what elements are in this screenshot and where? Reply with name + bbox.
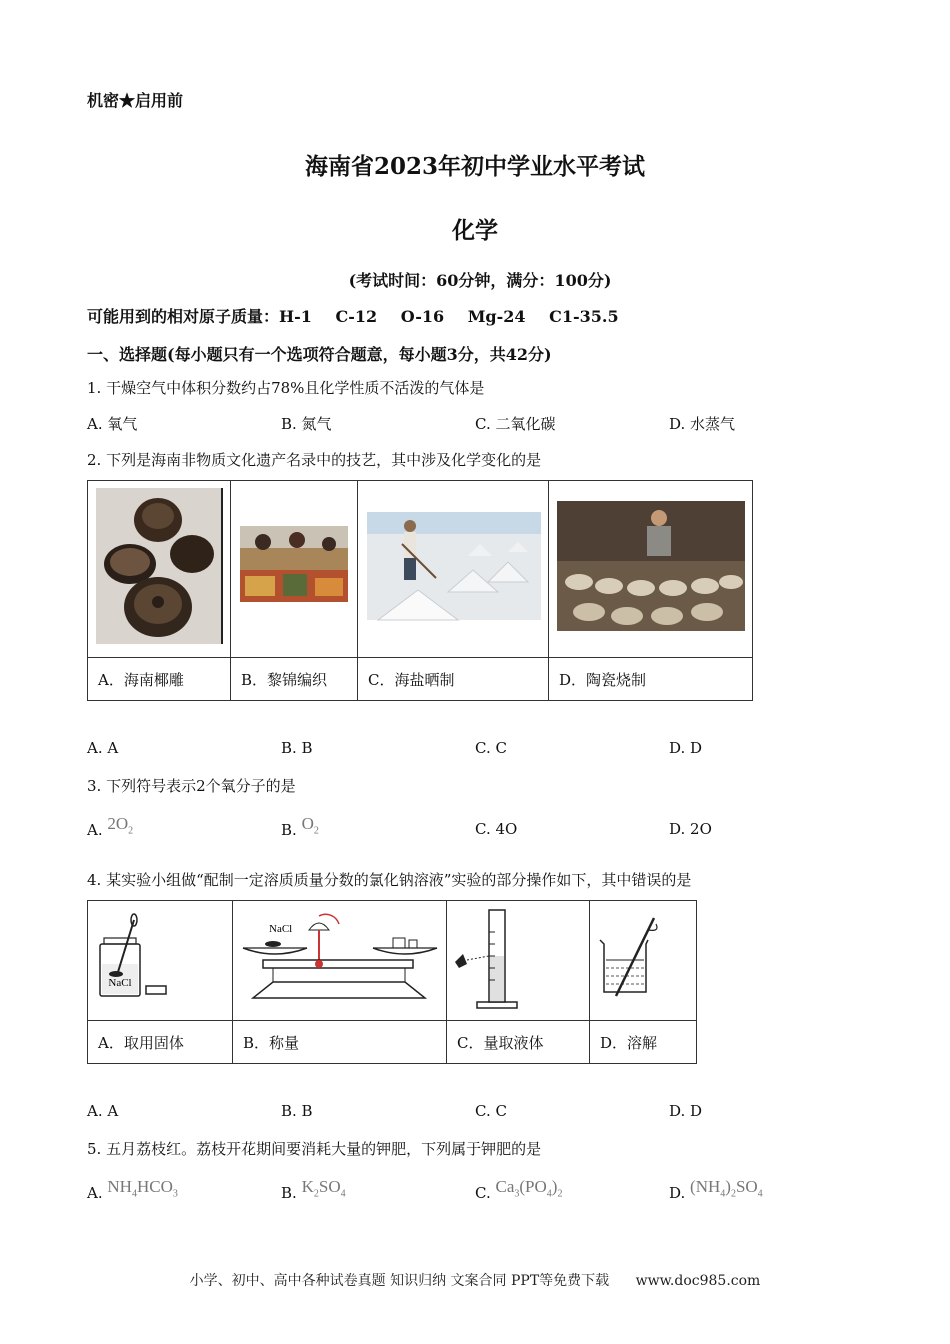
coconut-carving-photo	[88, 481, 231, 658]
ceramic-firing-photo	[549, 481, 753, 658]
nacl-bottle-label: NaCl	[108, 976, 132, 989]
dissolve-beaker-diagram	[590, 901, 697, 1021]
mass-c: C-12	[335, 307, 378, 326]
formula-nh42so4: $(NH_4)_2SO_4$	[690, 1177, 763, 1200]
masses-label: 可能用到的相对原子质量：H-1	[87, 307, 312, 326]
measure-liquid-diagram	[447, 901, 590, 1021]
question-5-stem: 5. 五月荔枝红。荔枝开花期间要消耗大量的钾肥，下列属于钾肥的是	[87, 1140, 542, 1158]
question-3-stem: 3. 下列符号表示2个氧分子的是	[87, 777, 296, 795]
question-2-stem: 2. 下列是海南非物质文化遗产名录中的技艺，其中涉及化学变化的是	[87, 451, 542, 469]
q2-image-table	[87, 480, 753, 701]
mass-mg: Mg-24	[467, 307, 526, 326]
q4-caption-b: B．称量	[233, 1021, 447, 1064]
q4-option-c[interactable]: C. C	[475, 1102, 507, 1120]
sea-salt-drying-photo	[358, 481, 549, 658]
q1-option-b[interactable]: B. 氮气	[281, 415, 332, 433]
q5-label-d: D.	[669, 1184, 686, 1202]
q3-label-b: B.	[281, 821, 297, 839]
li-brocade-weaving-photo	[231, 481, 358, 658]
q5-option-b[interactable]	[281, 1177, 346, 1205]
q4-caption-d: D．溶解	[590, 1021, 697, 1064]
q1-option-c[interactable]: C. 二氧化碳	[475, 415, 556, 433]
q4-caption-a: A．取用固体	[88, 1021, 233, 1064]
q3-option-c[interactable]: C. 4O	[475, 820, 518, 838]
q3-option-a[interactable]	[87, 814, 134, 842]
weighing-balance-diagram	[233, 901, 447, 1021]
q3-option-b[interactable]	[281, 814, 319, 842]
footer-url[interactable]: www.doc985.com	[635, 1273, 761, 1289]
q1-option-d[interactable]: D. 水蒸气	[669, 415, 736, 433]
q2-option-b[interactable]: B. B	[281, 739, 313, 757]
q1-option-a[interactable]: A. 氧气	[87, 415, 138, 433]
q4-option-a[interactable]: A. A	[87, 1102, 119, 1120]
q4-option-b[interactable]: B. B	[281, 1102, 313, 1120]
formula-k2so4: $K_2SO_4$	[301, 1177, 346, 1200]
section-heading: 一、选择题(每小题只有一个选项符合题意，每小题3分，共42分)	[87, 345, 552, 364]
q2-caption-c: C．海盐晒制	[358, 658, 549, 701]
page-footer	[0, 1270, 950, 1290]
mass-cl: C1-35.5	[549, 307, 619, 326]
mass-o: O-16	[400, 307, 445, 326]
confidential-mark: 机密★启用前	[87, 91, 184, 110]
q5-option-d[interactable]	[669, 1177, 763, 1205]
q5-option-c[interactable]	[475, 1177, 563, 1205]
question-4-stem: 4. 某实验小组做“配制一定溶质质量分数的氯化钠溶液”实验的部分操作如下，其中错误的是	[87, 871, 692, 889]
formula-nh4hco3: $NH_4HCO_3$	[107, 1177, 178, 1200]
formula-ca3po42: $Ca_3(PO_4)_2$	[495, 1177, 563, 1200]
q4-option-d[interactable]: D. D	[669, 1102, 703, 1120]
q2-option-c[interactable]: C. C	[475, 739, 507, 757]
q3-option-d[interactable]: D. 2O	[669, 820, 712, 838]
exam-subject: 化学	[452, 217, 498, 244]
take-solid-diagram	[88, 901, 233, 1021]
atomic-masses	[87, 304, 637, 327]
balance-nacl-label: NaCl	[269, 922, 293, 935]
q5-label-a: A.	[87, 1184, 103, 1202]
exam-info: (考试时间：60分钟，满分：100分)	[348, 271, 612, 290]
q5-label-b: B.	[281, 1184, 297, 1202]
footer-text: 小学、初中、高中各种试卷真题 知识归纳 文案合同 PPT等免费下载	[189, 1273, 610, 1289]
q4-caption-c: C．量取液体	[447, 1021, 590, 1064]
q2-option-a[interactable]: A. A	[87, 739, 119, 757]
formula-o2: $O_2$	[301, 814, 319, 837]
q4-image-table	[87, 900, 697, 1064]
q2-caption-a: A．海南椰雕	[88, 658, 231, 701]
q2-option-d[interactable]: D. D	[669, 739, 703, 757]
q3-label-a: A.	[87, 821, 103, 839]
q5-option-a[interactable]	[87, 1177, 178, 1205]
q2-caption-b: B．黎锦编织	[231, 658, 358, 701]
q5-label-c: C.	[475, 1184, 491, 1202]
question-1-stem: 1. 干燥空气中体积分数约占78%且化学性质不活泼的气体是	[87, 379, 485, 397]
formula-2o2: $2O_2$	[107, 814, 134, 837]
exam-title: 海南省2023年初中学业水平考试	[304, 153, 645, 180]
q2-caption-d: D．陶瓷烧制	[549, 658, 753, 701]
